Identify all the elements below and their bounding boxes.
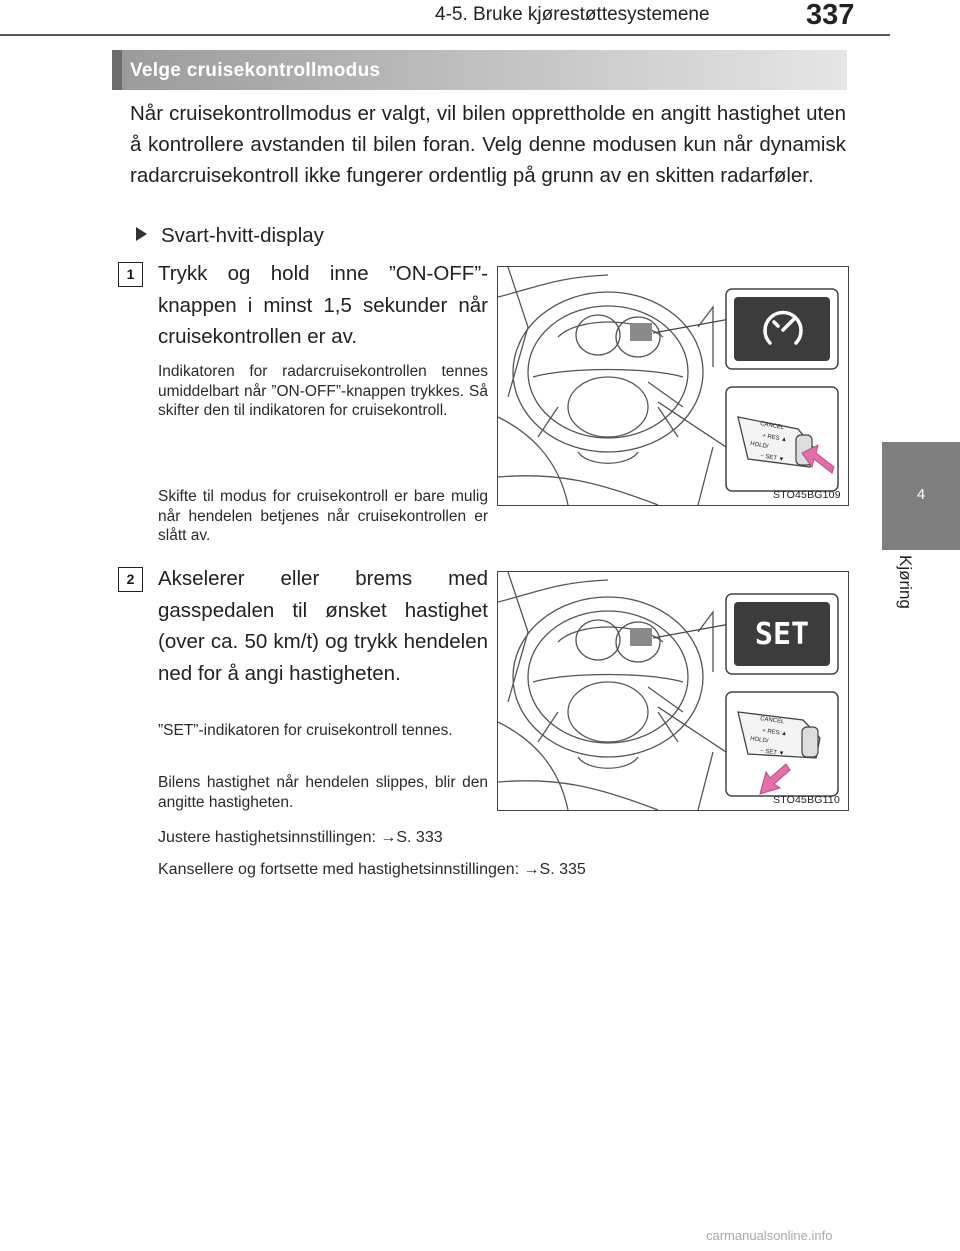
figure-1: [497, 266, 849, 506]
step-number-1: 1: [118, 262, 143, 287]
lever-cancel-label-2: CANCEL: [759, 716, 785, 726]
steering-wheel-drawing-2: [498, 572, 713, 810]
reference-adjust-speed[interactable]: Justere hastighetsinnstillingen: →S. 333: [158, 829, 443, 846]
bullet-text: Svart-hvitt-display: [161, 224, 324, 247]
figure-2: [497, 571, 849, 811]
step-1-text: Trykk og hold inne ”ON-OFF”-knappen i minst 1,5 sekunder når cruisekontrollen er av.: [158, 262, 488, 348]
lever-set-label-2: − SET ▼: [759, 748, 785, 758]
step-1-note-2: Skifte til modus for cruisekontroll er bare mulig når hendelen betjenes når cruisekontrollen er slått av.: [158, 488, 488, 544]
display-type-bullet: [130, 224, 324, 248]
step-2-note-2: Bilens hastighet når hendelen slippes, blir den angitte hastigheten.: [158, 774, 488, 811]
figure-1-illustration: [498, 267, 848, 505]
lever-res-label-2: + RES ▲: [761, 728, 788, 738]
bullet-arrow-icon: [136, 227, 147, 241]
chapter-label: [893, 555, 923, 625]
step-1-note-1: Indikatoren for radarcruisekontrollen tennes umiddelbart når ”ON-OFF”-knappen trykkes. Så skifter den til indikatoren for cruisekontroll.: [158, 363, 488, 419]
step-number-2: 2: [118, 567, 143, 592]
lever-res-label: + RES ▲: [761, 433, 788, 444]
steering-wheel-drawing: [498, 267, 713, 505]
reference-cancel-resume[interactable]: Kansellere og fortsette med hastighetsinnstillingen: →S. 335: [158, 861, 586, 878]
lever-hold-label-2: HOLD/: [749, 736, 769, 745]
running-header: 4-5. Bruke kjørestøttesystemene: [435, 4, 710, 25]
chapter-number: 4: [916, 486, 926, 503]
figure-2-illustration: [498, 572, 848, 810]
figure-2-code: STO45BG110: [773, 794, 840, 806]
figure-1-code: STO45BG109: [773, 489, 841, 501]
lever-hold-label: HOLD/: [749, 441, 769, 451]
page-number: 337: [806, 0, 855, 31]
set-indicator-text: SET: [754, 617, 810, 652]
lever-cancel-label: CANCEL: [759, 421, 785, 432]
section-heading-accent: [112, 50, 122, 90]
header-rule: [0, 34, 890, 36]
section-heading: Velge cruisekontrollmodus: [130, 60, 381, 81]
step-2-text: Akselerer eller brems med gasspedalen til ønsket hastighet (over ca. 50 km/t) og trykk hendelen ned for å angi hastigheten.: [158, 567, 488, 685]
meter-highlight-2: [630, 628, 652, 646]
intro-paragraph: Når cruisekontrollmodus er valgt, vil bilen opprettholde en angitt hastighet uten å kontrollere avstanden til bilen foran. Velg denne modusen kun når dynamisk radarcruisekontroll ikke fungerer ordentlig på grunn av en skitten radarføler.: [130, 102, 846, 187]
watermark: carmanualsonline.info: [706, 1228, 833, 1243]
step-2-note-1: ”SET”-indikatoren for cruisekontroll tennes.: [158, 722, 453, 739]
meter-highlight: [630, 323, 652, 341]
lever-set-label: − SET ▼: [759, 453, 785, 464]
chapter-title: Kjøring: [896, 555, 915, 609]
